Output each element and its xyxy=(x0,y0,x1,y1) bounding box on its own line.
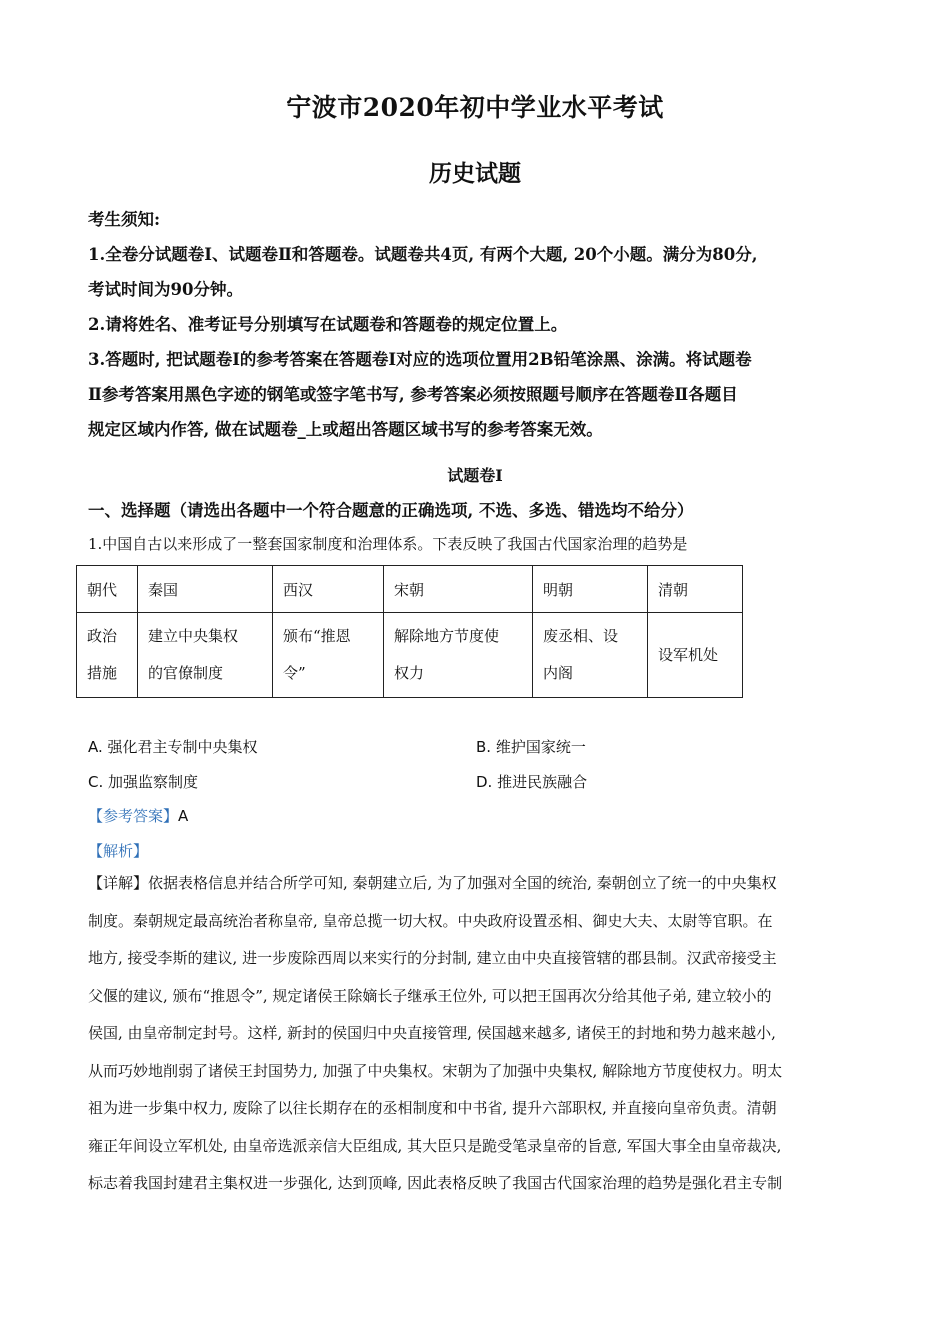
table-cell: 废丞相、设 内阁 xyxy=(533,613,648,698)
explanation-line: 制度。秦朝规定最高统治者称皇帝, 皇帝总揽一切大权。中央政府设置丞相、御史大夫、太尉等官职。在 xyxy=(88,911,773,930)
explanation-line: 祖为进一步集中权力, 废除了以往长期存在的丞相制度和中书省, 提升六部职权, 并直接向皇帝负责。清朝 xyxy=(88,1099,777,1117)
explanation-line: 标志着我国封建君主集权进一步强化, 达到顶峰, 因此表格反映了我国古代国家治理的趋势是强化君主专制 xyxy=(88,1174,783,1192)
notes-line: 考试时间为90分钟。 xyxy=(88,280,243,299)
notes-line: 规定区域内作答, 做在试题卷_上或超出答题区域书写的参考答案无效。 xyxy=(88,420,603,439)
table-cell: 解除地方节度使 权力 xyxy=(384,613,533,698)
explanation-line: 【详解】依据表格信息并结合所学可知, 秦朝建立后, 为了加强对全国的统治, 秦朝创立了统一的中央集权 xyxy=(88,874,777,892)
table-header-row xyxy=(77,566,743,613)
explanation-line: 地方, 接受李斯的建议, 进一步废除西周以来实行的分封制, 建立由中央直接管辖的郡县制。汉武帝接受主 xyxy=(88,949,777,967)
option-d: D. 推进民族融合 xyxy=(476,773,588,791)
table-cell: 政治 措施 xyxy=(77,613,138,698)
explanation-line: 侯国, 由皇帝制定封号。这样, 新封的侯国归中央直接管理, 侯国越来越多, 诸侯王的封地和势力越来越小, xyxy=(88,1024,776,1042)
table-header-cell: 西汉 xyxy=(273,566,384,613)
volume-label: 试题卷Ⅰ xyxy=(447,466,503,485)
section-heading: 一、选择题（请选出各题中一个符合题意的正确选项, 不选、多选、错选均不给分） xyxy=(88,501,694,520)
explanation-line: 从而巧妙地削弱了诸侯王封国势力, 加强了中央集权。宋朝为了加强中央集权, 解除地方节度使权力。明太 xyxy=(88,1061,783,1080)
table-cell: 设军机处 xyxy=(648,613,743,698)
table-header-cell: 清朝 xyxy=(648,566,743,613)
table-row xyxy=(77,613,743,698)
explanation-line: 雍正年间设立军机处, 由皇帝选派亲信大臣组成, 其大臣只是跪受笔录皇帝的旨意, 军国大事全由皇帝裁决, xyxy=(88,1136,782,1155)
page-title: 宁波市2020年初中学业水平考试 xyxy=(286,93,664,122)
table-header-cell: 明朝 xyxy=(533,566,648,613)
table-header-cell: 秦国 xyxy=(138,566,273,613)
option-a: A. 强化君主专制中央集权 xyxy=(88,738,258,756)
notes-line: Ⅱ参考答案用黑色字迹的钢笔或签字笔书写, 参考答案必须按照题号顺序在答题卷Ⅱ各题目 xyxy=(88,385,738,404)
explanation-line: 父偃的建议, 颁布“推恩令”, 规定诸侯王除嫡长子继承王位外, 可以把王国再次分给其他子弟, 建立较小的 xyxy=(88,986,772,1005)
answer-line xyxy=(88,805,188,826)
table-header-cell: 宋朝 xyxy=(384,566,533,613)
explanation xyxy=(88,871,868,1209)
table-cell: 颁布“推恩 令” xyxy=(273,613,384,698)
notes-line: 1.全卷分试题卷Ⅰ、试题卷Ⅱ和答题卷。试题卷共4页, 有两个大题, 20个小题。满分为80分, xyxy=(88,245,758,264)
analysis-label: 【解析】 xyxy=(88,842,149,860)
question-stem: 1.中国自古以来形成了一整套国家制度和治理体系。下表反映了我国古代国家治理的趋势是 xyxy=(88,535,688,553)
option-b: B. 维护国家统一 xyxy=(476,738,586,756)
notes-line: 2.请将姓名、准考证号分别填写在试题卷和答题卷的规定位置上。 xyxy=(88,315,568,334)
candidate-notes xyxy=(88,208,868,453)
notes-line: 3.答题时, 把试题卷Ⅰ的参考答案在答题卷Ⅰ对应的选项位置用2B铅笔涂黑、涂满。将试题卷 xyxy=(88,350,752,369)
table-header-cell: 朝代 xyxy=(77,566,138,613)
dynasty-table xyxy=(76,565,743,698)
notes-heading: 考生须知: xyxy=(88,210,161,229)
option-c: C. 加强监察制度 xyxy=(88,773,199,791)
answer-label: 【参考答案】 xyxy=(88,807,179,825)
table-cell: 建立中央集权 的官僚制度 xyxy=(138,613,273,698)
page-subtitle: 历史试题 xyxy=(429,160,521,187)
answer-value: A xyxy=(178,807,189,825)
